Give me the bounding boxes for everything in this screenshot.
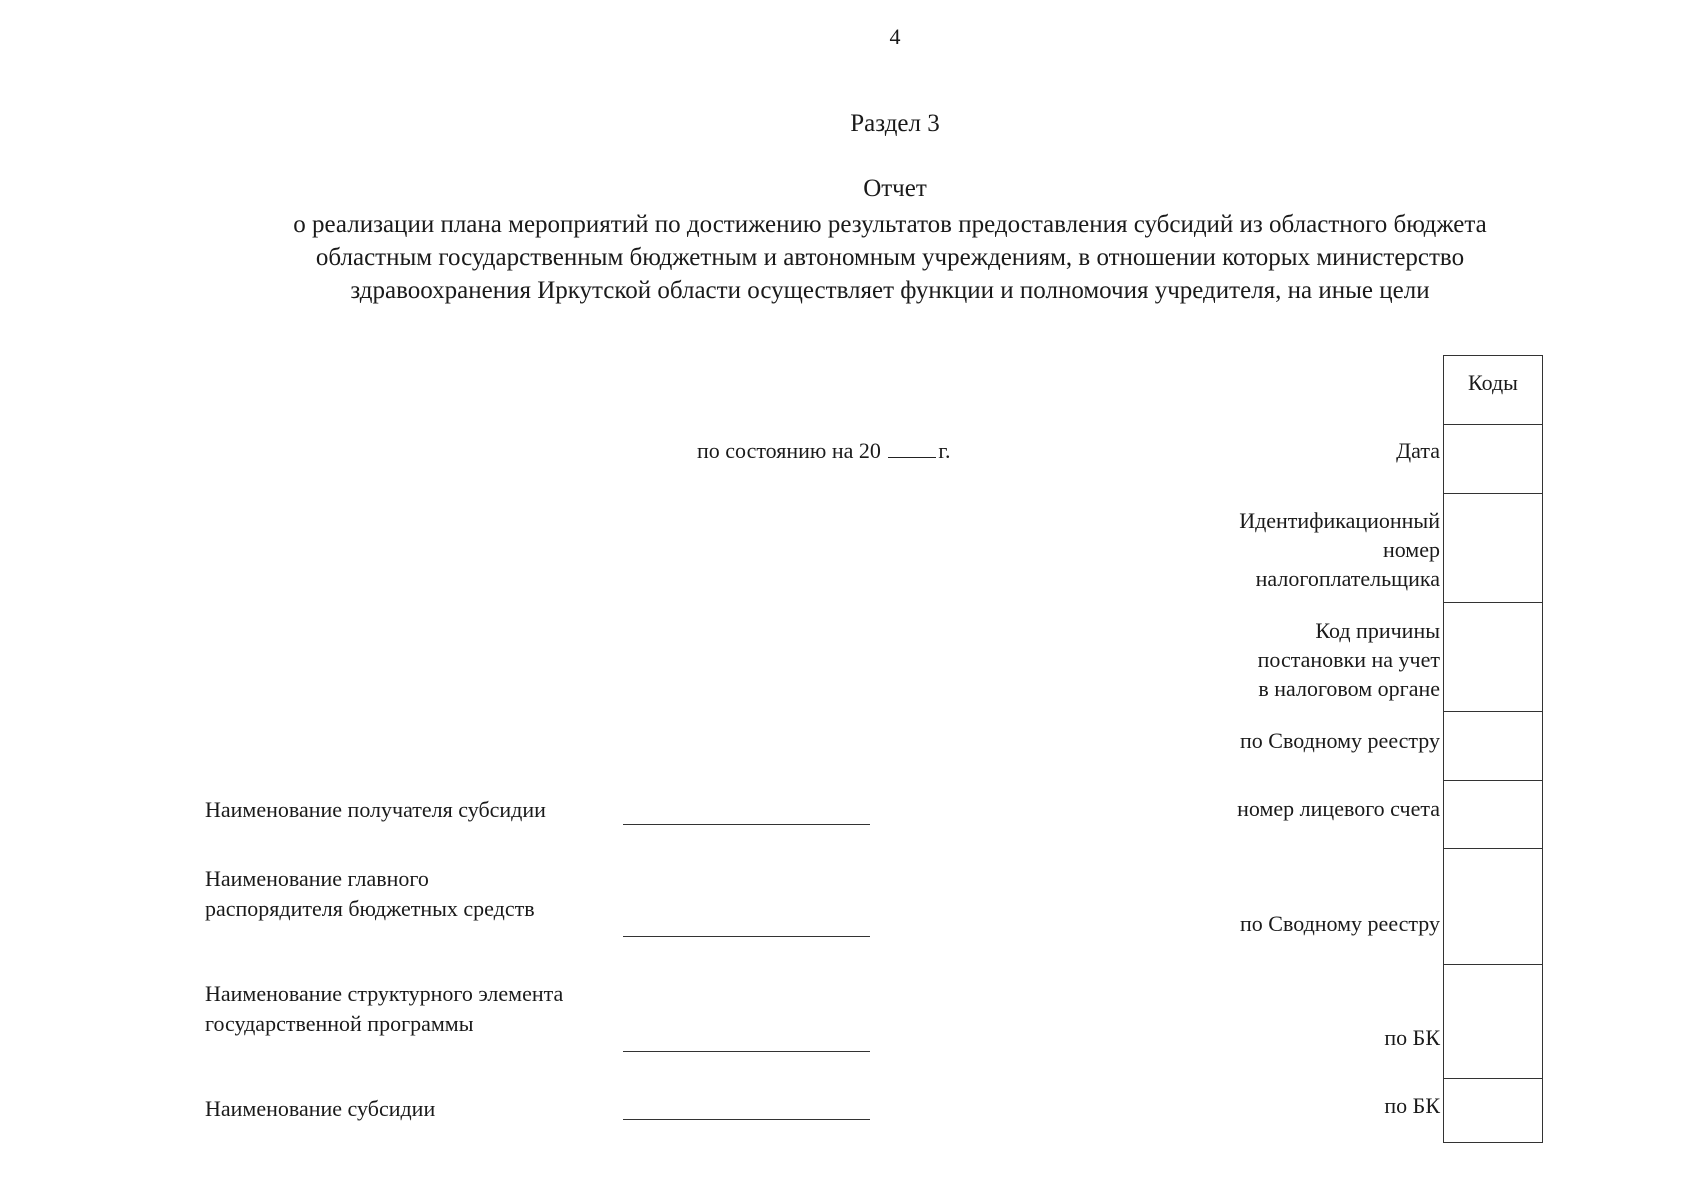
label-line: государственной программы xyxy=(205,1011,474,1036)
row-divider xyxy=(1444,964,1542,965)
label-line: номер xyxy=(1382,537,1440,562)
code-label-consolidated-registry-2 xyxy=(1240,909,1440,938)
row-divider xyxy=(1444,1078,1542,1079)
label-line: по БК xyxy=(1384,1025,1440,1050)
chief-administrator-field[interactable] xyxy=(623,936,870,937)
label-line: Наименование получателя субсидии xyxy=(205,797,546,822)
code-label-kpp xyxy=(1258,616,1440,703)
recipient-name-field[interactable] xyxy=(623,824,870,825)
code-label-bk-2 xyxy=(1384,1091,1440,1120)
year-blank-field[interactable] xyxy=(888,439,936,458)
row-divider xyxy=(1444,493,1542,494)
page-number: 4 xyxy=(889,24,901,49)
label-line: Наименование главного xyxy=(205,866,429,891)
as-of-prefix: по состоянию на 20 xyxy=(697,438,881,463)
label-line: постановки на учет xyxy=(1257,647,1440,672)
as-of-suffix: г. xyxy=(938,438,951,463)
row-divider xyxy=(1444,602,1542,603)
code-label-date xyxy=(1396,436,1440,465)
label-line: номер лицевого счета xyxy=(1237,796,1440,821)
label-line: по Сводному реестру xyxy=(1240,911,1440,936)
row-divider xyxy=(1444,780,1542,781)
section-title: Раздел 3 xyxy=(850,110,940,137)
code-label-consolidated-registry xyxy=(1240,726,1440,755)
code-label-inn xyxy=(1239,506,1440,593)
row-divider xyxy=(1444,848,1542,849)
code-label-bk xyxy=(1384,1023,1440,1052)
label-line: в налоговом органе xyxy=(1258,676,1440,701)
label-line: Идентификационный xyxy=(1239,508,1440,533)
codes-table xyxy=(1443,355,1543,1143)
as-of-date-line xyxy=(697,438,950,464)
subsidy-name-field[interactable] xyxy=(623,1119,870,1120)
recipient-name-label xyxy=(205,795,546,825)
label-line: по Сводному реестру xyxy=(1240,728,1440,753)
label-line: по БК xyxy=(1384,1093,1440,1118)
program-element-field[interactable] xyxy=(623,1051,870,1052)
row-divider xyxy=(1444,711,1542,712)
chief-administrator-label xyxy=(205,864,535,924)
report-subtitle-line: о реализации плана мероприятий по достижению результатов предоставления субсидий из областного бюджета xyxy=(293,211,1487,238)
report-subtitle-line: здравоохранения Иркутской области осуществляет функции и полномочия учредителя, на иные цели xyxy=(350,277,1430,304)
code-label-account-number xyxy=(1237,794,1440,823)
subsidy-name-label xyxy=(205,1094,435,1124)
label-line: Дата xyxy=(1396,438,1440,463)
row-divider xyxy=(1444,424,1542,425)
codes-header: Коды xyxy=(1468,370,1518,395)
report-title: Отчет xyxy=(863,175,927,202)
report-subtitle xyxy=(190,208,1590,307)
label-line: Наименование структурного элемента xyxy=(205,981,564,1006)
label-line: налогоплательщика xyxy=(1255,566,1440,591)
program-element-label xyxy=(205,979,563,1039)
label-line: Наименование субсидии xyxy=(205,1096,436,1121)
label-line: распорядителя бюджетных средств xyxy=(205,896,535,921)
label-line: Код причины xyxy=(1315,618,1440,643)
report-subtitle-line: областным государственным бюджетным и автономным учреждениям, в отношении которых министерство xyxy=(315,244,1465,271)
